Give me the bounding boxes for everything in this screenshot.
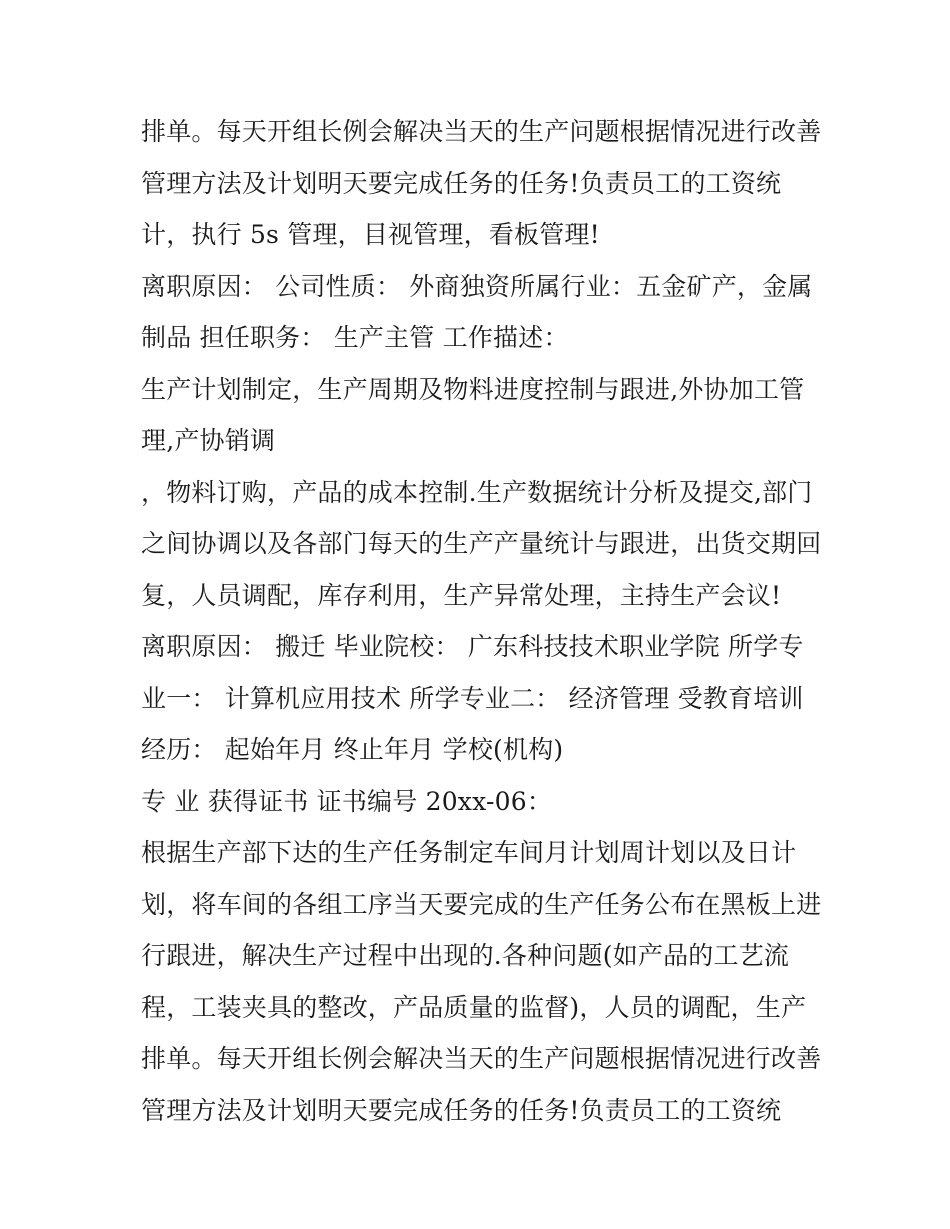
text-line: 管理方法及计划明天要完成任务的任务!负责员工的工资统 xyxy=(141,1095,782,1125)
text-line: 离职原因： 搬迁 毕业院校： 广东科技技术职业学院 所学专 xyxy=(141,632,804,661)
text-line: 计，执行 5s 管理，目视管理，看板管理! xyxy=(141,220,600,249)
text-line: 程，工装夹具的整改，产品质量的监督)，人员的调配，生产 xyxy=(141,992,807,1022)
text-line: ，物料订购，产品的成本控制.生产数据统计分析及提交,部门 xyxy=(141,477,813,507)
text-line: 理,产协销调 xyxy=(141,426,276,455)
text-line: 排单。每天开组长例会解决当天的生产问题根据情况进行改善 xyxy=(141,1044,822,1073)
text-line: 排单。每天开组长例会解决当天的生产问题根据情况进行改善 xyxy=(141,117,822,146)
text-line: 经历： 起始年月 终止年月 学校(机构) xyxy=(141,735,564,764)
text-line: 行跟进，解决生产过程中出现的.各种问题(如产品的工艺流 xyxy=(141,941,790,970)
text-line: 离职原因： 公司性质： 外商独资所属行业：五金矿产，金属 xyxy=(141,271,813,301)
document-body xyxy=(141,106,831,1136)
text-line: 生产计划制定，生产周期及物料进度控制与跟进,外协加工管 xyxy=(141,374,805,404)
text-line: 划，将车间的各组工序当天要完成的生产任务公布在黑板上进 xyxy=(141,889,822,919)
text-line: 之间协调以及各部门每天的生产产量统计与跟进，出货交期回 xyxy=(141,529,822,558)
text-line: 根据生产部下达的生产任务制定车间月计划周计划以及日计 xyxy=(141,838,797,867)
text-line: 管理方法及计划明天要完成任务的任务!负责员工的工资统 xyxy=(141,168,782,198)
text-line: 专 业 获得证书 证书编号 20xx-06： xyxy=(141,786,553,816)
text-line: 复，人员调配，库存利用，生产异常处理，主持生产会议! xyxy=(141,580,782,610)
text-line: 业一： 计算机应用技术 所学专业二： 经济管理 受教育培训 xyxy=(141,683,804,713)
text-line: 制品 担任职务： 生产主管 工作描述： xyxy=(141,323,569,352)
